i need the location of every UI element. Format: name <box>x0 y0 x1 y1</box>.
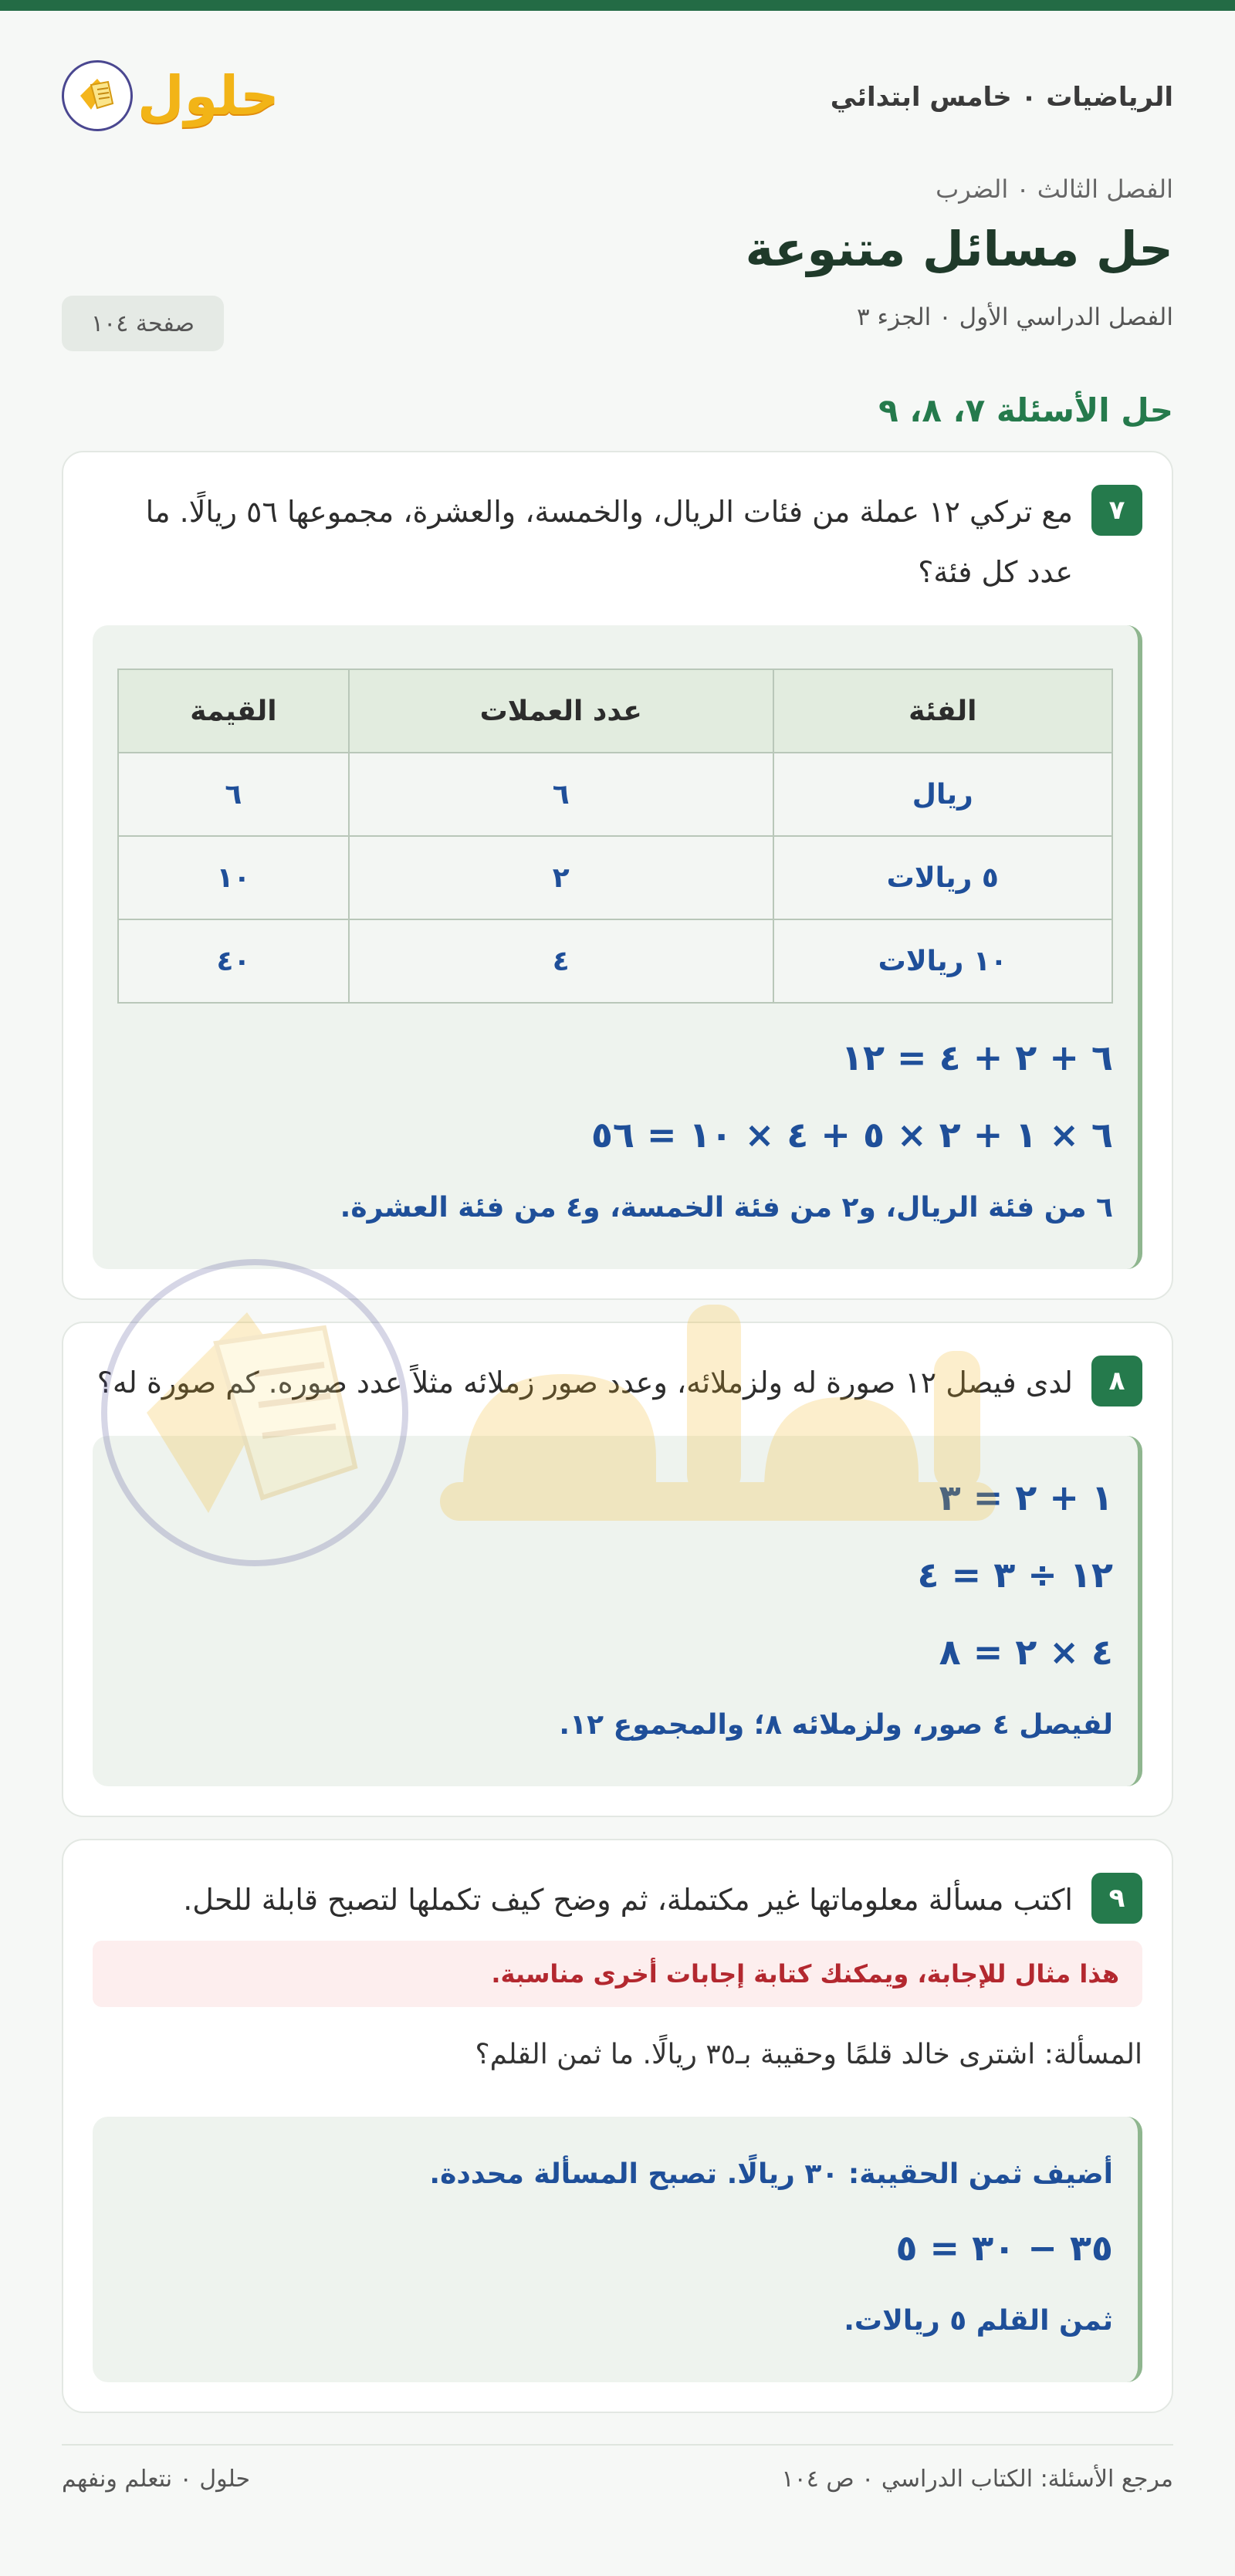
page-header <box>62 11 1173 174</box>
table-header-denomination: الفئة <box>773 669 1112 753</box>
question-row <box>93 482 1142 602</box>
question-number-badge: ٨ <box>1091 1356 1142 1406</box>
question-number-badge: ٩ <box>1091 1873 1142 1924</box>
book-icon <box>62 60 133 131</box>
table-cell: ٢ <box>349 836 773 919</box>
final-answer: لفيصل ٤ صور، ولزملائه ٨؛ والمجموع ١٢. <box>559 1709 1113 1741</box>
section-title: حل الأسئلة ٧، ٨، ٩ <box>878 391 1173 429</box>
question-text: اكتب مسألة معلوماتها غير مكتملة، ثم وضح كيف تكملها لتصبح قابلة للحل. <box>183 1883 1073 1917</box>
logo-wordmark: حلول <box>137 64 279 127</box>
equation: ١٢ ÷ ٣ = ٤ <box>917 1554 1113 1596</box>
question-number-badge: ٧ <box>1091 485 1142 536</box>
answer-box <box>93 1436 1142 1786</box>
table-header-count: عدد العملات <box>349 669 773 753</box>
final-answer: ٦ من فئة الريال، و٢ من فئة الخمسة، و٤ من فئة العشرة. <box>340 1192 1113 1224</box>
site-logo[interactable] <box>62 60 279 131</box>
meta-row <box>62 296 1173 357</box>
coins-table <box>117 669 1113 1004</box>
question-card-8 <box>62 1322 1173 1817</box>
table-cell: ١٠ ريالات <box>773 919 1112 1003</box>
table-cell: ريال <box>773 753 1112 836</box>
equation: ١ + ٢ = ٣ <box>939 1477 1113 1518</box>
question-row <box>93 1870 1142 1930</box>
top-accent-bar <box>0 0 1235 11</box>
question-row <box>93 1352 1142 1413</box>
page-footer <box>62 2444 1173 2523</box>
equation: ٦ × ١ + ٢ × ٥ + ٤ × ١٠ = ٥٦ <box>590 1114 1113 1156</box>
equation: ٦ + ٢ + ٤ = ١٢ <box>841 1037 1113 1078</box>
page-badge: صفحة ١٠٤ <box>62 296 224 351</box>
answer-box <box>93 625 1142 1269</box>
solution-step: أضيف ثمن الحقيبة: ٣٠ ريالًا. تصبح المسألة محددة. <box>429 2158 1113 2190</box>
table-cell: ١٠ <box>118 836 349 919</box>
term-label: الفصل الدراسي الأول ٠ الجزء ٣ <box>857 303 1173 331</box>
table-header-row <box>118 669 1112 753</box>
question-card-9 <box>62 1839 1173 2413</box>
footer-reference: مرجع الأسئلة: الكتاب الدراسي ٠ ص ١٠٤ <box>781 2466 1173 2493</box>
subject-label: الرياضيات ٠ خامس ابتدائي <box>830 82 1173 113</box>
table-cell: ٤٠ <box>118 919 349 1003</box>
table-cell: ٦ <box>118 753 349 836</box>
answer-box <box>93 2117 1142 2382</box>
table-row <box>118 919 1112 1003</box>
final-answer: ثمن القلم ٥ ريالات. <box>844 2305 1113 2337</box>
question-card-7 <box>62 451 1173 1300</box>
page-title: حل مسائل متنوعة <box>745 221 1173 277</box>
table-cell: ٥ ريالات <box>773 836 1112 919</box>
table-header-value: القيمة <box>118 669 349 753</box>
footer-brand: حلول ٠ نتعلم ونفهم <box>62 2466 251 2493</box>
equation: ٣٥ − ٣٠ = ٥ <box>895 2227 1113 2269</box>
table-row <box>118 753 1112 836</box>
example-note: هذا مثال للإجابة، ويمكنك كتابة إجابات أخرى مناسبة. <box>93 1941 1142 2007</box>
question-text: مع تركي ١٢ عملة من فئات الريال، والخمسة، والعشرة، مجموعها ٥٦ ريالًا. ما عدد كل فئة؟ <box>145 495 1073 589</box>
table-cell: ٦ <box>349 753 773 836</box>
equation: ٤ × ٢ = ٨ <box>939 1631 1113 1673</box>
problem-statement: المسألة: اشترى خالد قلمًا وحقيبة بـ٣٥ ريالًا. ما ثمن القلم؟ <box>475 2039 1142 2070</box>
table-cell: ٤ <box>349 919 773 1003</box>
page-container <box>62 11 1173 2523</box>
question-text: لدى فيصل ١٢ صورة له ولزملائه، وعدد صور زملائه مثلاً عدد صوره. كم صورة له؟ <box>96 1366 1073 1400</box>
table-row <box>118 836 1112 919</box>
breadcrumb: الفصل الثالث ٠ الضرب <box>936 174 1173 204</box>
